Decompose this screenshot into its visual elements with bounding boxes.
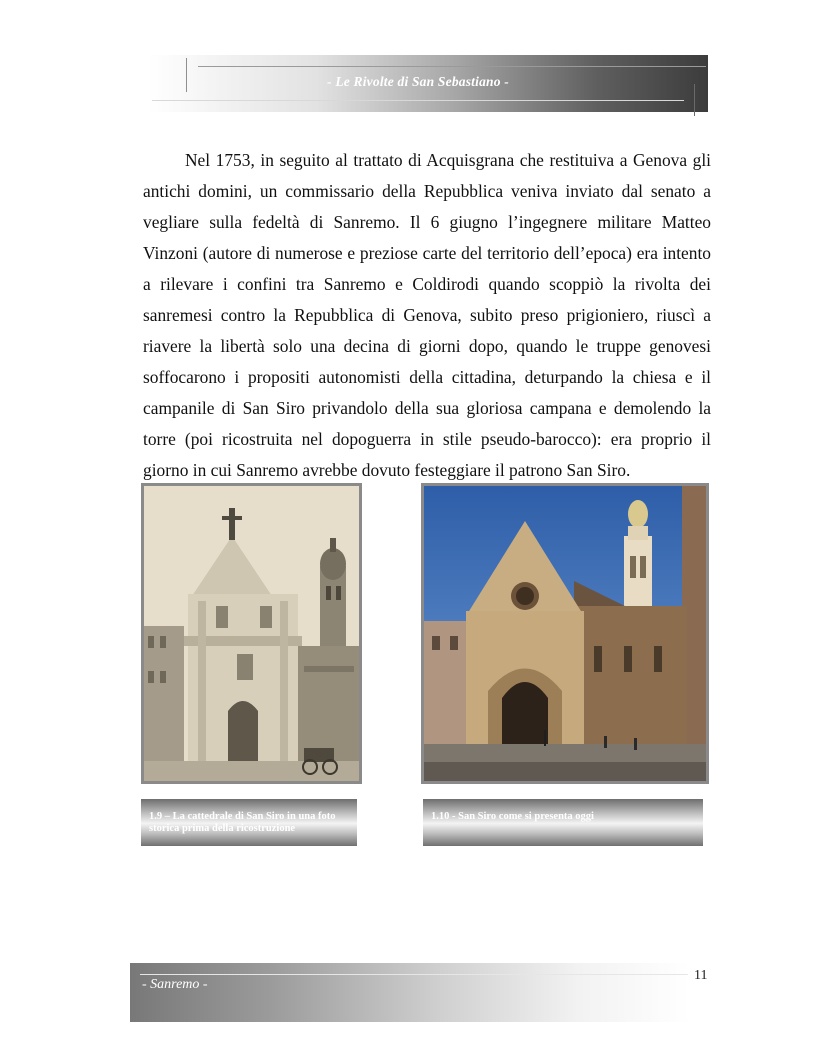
- modern-cathedral-photo: [421, 483, 709, 784]
- figure-caption-1-10: 1.10 - San Siro come si presenta oggi: [423, 799, 703, 846]
- figure-caption-1-9: 1.9 – La cattedrale di San Siro in una foto storica prima della ricostruzione: [141, 799, 357, 846]
- running-footer-title: - Sanremo -: [142, 977, 208, 992]
- page-number: 11: [694, 968, 708, 983]
- body-paragraph: Nel 1753, in seguito al trattato di Acquisgrana che restituiva a Genova gli antichi domini, un commissario della Repubblica veniva inviato dal senato a vegliare sulla fedeltà di Sanremo. Il 6 giugno l’ingegnere militare Matteo Vinzoni (autore di numerose e preziose carte del territorio dell’epoca) era intento a rilevare i confini tra Sanremo e Coldirodi quando scoppiò la rivolta dei sanremesi contro la Repubblica di Genova, subito preso prigioniero, riuscì a riavere la libertà solo una decina di giorni dopo, quando le truppe genovesi soffocarono i propositi autonomisti della cittadina, deturpando la chiesa e il campanile di San Siro privandolo della sua gloriosa campana e demolendo la torre (poi ricostruita nel dopoguerra in stile pseudo-barocco): era proprio il giorno in cui Sanremo avrebbe dovuto festeggiare il patrono San Siro.: [143, 150, 711, 480]
- running-header-title: - Le Rivolte di San Sebastiano -: [327, 74, 509, 89]
- historic-cathedral-photo: [141, 483, 362, 784]
- footer-divider: [140, 974, 688, 975]
- header-tick-left: [186, 58, 187, 92]
- footer-band: [130, 963, 690, 1022]
- header-tick-right: [694, 84, 695, 116]
- header-divider-top: [198, 66, 706, 67]
- header-divider-bottom: [152, 100, 684, 101]
